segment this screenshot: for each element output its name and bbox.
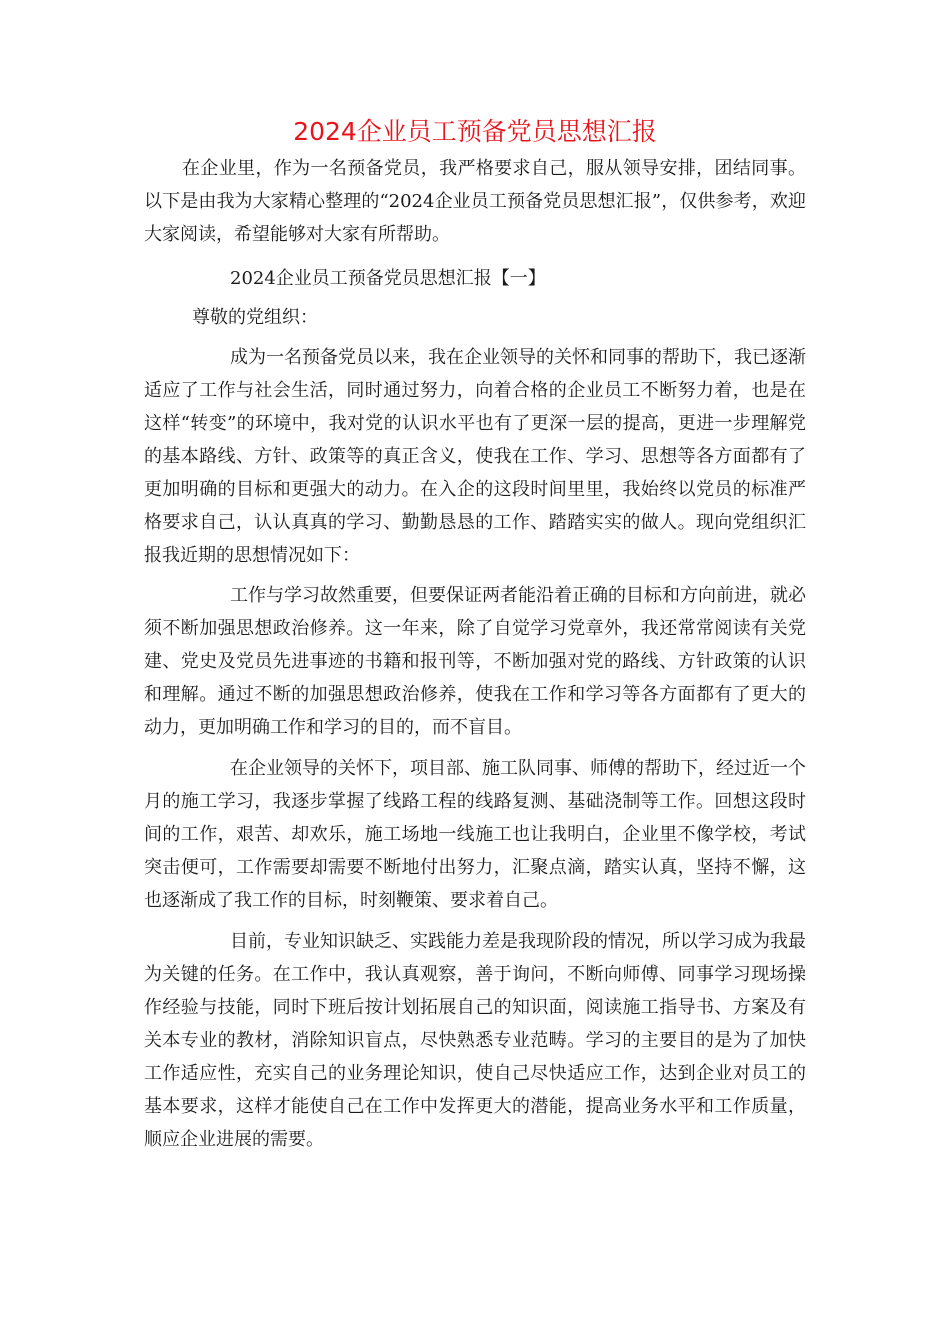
body-paragraph-4: 目前，专业知识缺乏、实践能力差是我现阶段的情况，所以学习成为我最为关键的任务。在工作中，我认真观察，善于询问，不断向师傅、同事学习现场操作经验与技能，同时下班后按计划拓展自己的知识面，阅读施工指导书、方案及有关本专业的教材，消除知识盲点，尽快熟悉专业范畴。学习的主要目的是为了加快工作适应性，充实自己的业务理论知识，使自己尽快适应工作，达到企业对员工的基本要求，这样才能使自己在工作中发挥更大的潜能，提高业务水平和工作质量，顺应企业进展的需要。 [144, 931, 806, 1150]
body-paragraph-1: 成为一名预备党员以来，我在企业领导的关怀和同事的帮助下，我已逐渐适应了工作与社会生活，同时通过努力，向着合格的企业员工不断努力着，也是在这样“转变”的环境中，我对党的认识水平也有了更深一层的提高，更进一步理解党的基本路线、方针、政策等的真正含义，使我在工作、学习、思想等各方面都有了更加明确的目标和更强大的动力。在入企的这段时间里里，我始终以党员的标准严格要求自己，认认真真的学习、勤勤恳恳的工作、踏踏实实的做人。现向党组织汇报我近期的思想情况如下： [144, 347, 806, 566]
intro-paragraph: 在企业里，作为一名预备党员，我严格要求自己，服从领导安排，团结同事。以下是由我为大家精心整理的“2024企业员工预备党员思想汇报”，仅供参考，欢迎大家阅读，希望能够对大家有所帮助。 [144, 158, 806, 245]
body-paragraph-2: 工作与学习故然重要，但要保证两者能沿着正确的目标和方向前进，就必须不断加强思想政治修养。这一年来，除了自觉学习党章外，我还常常阅读有关党建、党史及党员先进事迹的书籍和报刊等，不断加强对党的路线、方针政策的认识和理解。通过不断的加强思想政治修养，使我在工作和学习等各方面都有了更大的动力，更加明确工作和学习的目的，而不盲目。 [144, 585, 806, 738]
body-paragraph-3: 在企业领导的关怀下，项目部、施工队同事、师傅的帮助下，经过近一个月的施工学习，我逐步掌握了线路工程的线路复测、基础浇制等工作。回想这段时间的工作，艰苦、却欢乐，施工场地一线施工也让我明白，企业里不像学校，考试突击便可，工作需要却需要不断地付出努力，汇聚点滴，踏实认真，坚持不懈，这也逐渐成了我工作的目标，时刻鞭策、要求着自己。 [144, 758, 806, 911]
document-title: 2024企业员工预备党员思想汇报 [293, 117, 657, 146]
section-heading: 2024企业员工预备党员思想汇报【一】 [230, 268, 546, 289]
salutation: 尊敬的党组织： [192, 307, 318, 328]
